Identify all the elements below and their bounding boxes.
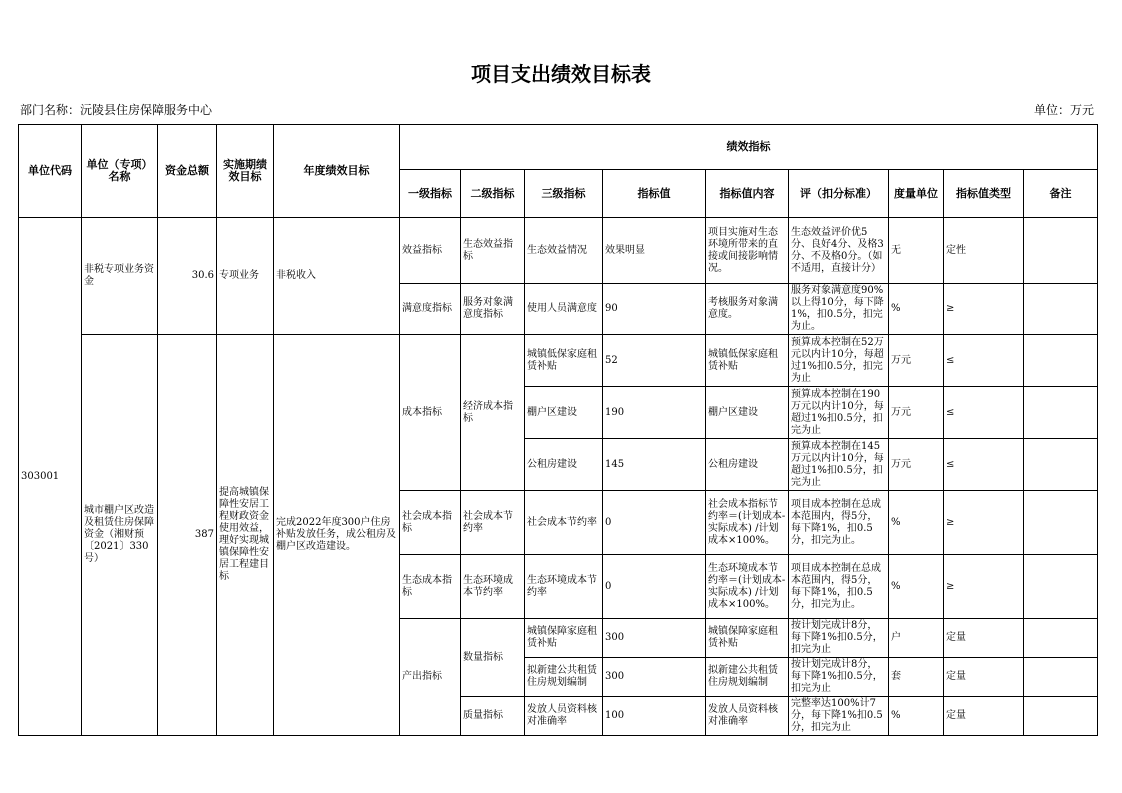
- amount-cell: 387: [158, 335, 217, 736]
- score-cell: 服务对象满意度90%以上得10分，每下降1%，扣0.5分，扣完为止。: [789, 284, 889, 335]
- year-goal-cell: 完成2022年度300户住房补贴发放任务，成公租房及棚户区改造建设。: [274, 335, 400, 736]
- l3-cell: 生态环境成本节约率: [525, 555, 603, 619]
- unit-label: 单位：万元: [1033, 103, 1094, 117]
- remark-cell: [1024, 284, 1098, 335]
- vtype-cell: ≥: [944, 555, 1024, 619]
- l1-cell: 成本指标: [400, 335, 461, 491]
- l3-cell: 城镇保障家庭租赁补贴: [525, 619, 603, 658]
- header-content: 指标值内容: [706, 170, 789, 218]
- header-score: 评（扣分标准）: [789, 170, 889, 218]
- measure-cell: 万元: [889, 335, 944, 387]
- project-name-cell: 非税专项业务资金: [82, 218, 158, 335]
- l3-cell: 拟新建公共租赁住房规划编制: [525, 658, 603, 697]
- l2-cell: 生态环境成本节约率: [461, 555, 525, 619]
- content-cell: 发放人员资料核对准确率: [706, 697, 789, 736]
- header-year-goal: 年度绩效目标: [274, 125, 400, 218]
- measure-cell: %: [889, 284, 944, 335]
- l3-cell: 使用人员满意度: [525, 284, 603, 335]
- l3-cell: 棚户区建设: [525, 387, 603, 439]
- remark-cell: [1024, 697, 1098, 736]
- remark-cell: [1024, 491, 1098, 555]
- project-name-cell: 城市棚户区改造及租赁住房保障资金（湘财预〔2021〕330号）: [82, 335, 158, 736]
- page-title: 项目支出绩效目标表: [471, 62, 651, 86]
- l2-cell: 经济成本指标: [461, 335, 525, 491]
- vtype-cell: ≥: [944, 284, 1024, 335]
- score-cell: 预算成本控制在52万元以内计10分，每超过1%扣0.5分，扣完为止: [789, 335, 889, 387]
- remark-cell: [1024, 218, 1098, 284]
- content-cell: 考核服务对象满意度。: [706, 284, 789, 335]
- table-row: [19, 218, 1098, 284]
- score-cell: 预算成本控制在145万元以内计10分，每超过1%扣0.5分，扣完为止: [789, 439, 889, 491]
- header-remark: 备注: [1024, 170, 1098, 218]
- content-cell: 公租房建设: [706, 439, 789, 491]
- score-cell: 按计划完成计8分，每下降1%扣0.5分，扣完为止: [789, 619, 889, 658]
- header-vtype: 指标值类型: [944, 170, 1024, 218]
- l3-cell: 城镇低保家庭租赁补贴: [525, 335, 603, 387]
- vtype-cell: 定量: [944, 658, 1024, 697]
- content-cell: 生态环境成本节约率＝(计划成本-实际成本) /计划成本×100%。: [706, 555, 789, 619]
- amount-cell: 30.6: [158, 218, 217, 335]
- header-unit-name: 单位（专项）名称: [82, 125, 158, 218]
- value-cell: 190: [603, 387, 706, 439]
- value-cell: 300: [603, 658, 706, 697]
- header-total: 资金总额: [158, 125, 217, 218]
- value-cell: 300: [603, 619, 706, 658]
- l3-cell: 社会成本节约率: [525, 491, 603, 555]
- value-cell: 52: [603, 335, 706, 387]
- l1-cell: 效益指标: [400, 218, 461, 284]
- year-goal-cell: 非税收入: [274, 218, 400, 335]
- content-cell: 社会成本指标节约率＝(计划成本-实际成本) /计划成本×100%。: [706, 491, 789, 555]
- value-cell: 0: [603, 555, 706, 619]
- content-cell: 城镇保障家庭租赁补贴: [706, 619, 789, 658]
- remark-cell: [1024, 387, 1098, 439]
- vtype-cell: ≤: [944, 439, 1024, 491]
- l3-cell: 公租房建设: [525, 439, 603, 491]
- performance-table: [18, 124, 1098, 736]
- remark-cell: [1024, 439, 1098, 491]
- header-impl-goal: 实施期绩效目标: [217, 125, 274, 218]
- l1-cell: 产出指标: [400, 619, 461, 736]
- measure-cell: 户: [889, 619, 944, 658]
- score-cell: 按计划完成计8分，每下降1%扣0.5分，扣完为止: [789, 658, 889, 697]
- l3-cell: 生态效益情况: [525, 218, 603, 284]
- content-cell: 项目实施对生态环境所带来的直接或间接影响情况。: [706, 218, 789, 284]
- header-l3: 三级指标: [525, 170, 603, 218]
- measure-cell: 万元: [889, 439, 944, 491]
- content-cell: 棚户区建设: [706, 387, 789, 439]
- measure-cell: 无: [889, 218, 944, 284]
- content-cell: 拟新建公共租赁住房规划编制: [706, 658, 789, 697]
- header-perf: 绩效指标: [400, 125, 1098, 170]
- header-measure: 度量单位: [889, 170, 944, 218]
- remark-cell: [1024, 335, 1098, 387]
- l1-cell: 社会成本指标: [400, 491, 461, 555]
- remark-cell: [1024, 619, 1098, 658]
- content-cell: 城镇低保家庭租赁补贴: [706, 335, 789, 387]
- measure-cell: 万元: [889, 387, 944, 439]
- l2-cell: 社会成本节约率: [461, 491, 525, 555]
- impl-goal-cell: 专项业务: [217, 218, 274, 335]
- l1-cell: 生态成本指标: [400, 555, 461, 619]
- unit-code-cell: 303001: [19, 218, 82, 736]
- measure-cell: %: [889, 555, 944, 619]
- l2-cell: 生态效益指标: [461, 218, 525, 284]
- score-cell: 完整率达100%计7分，每下降1%扣0.5分，扣完为止: [789, 697, 889, 736]
- value-cell: 145: [603, 439, 706, 491]
- vtype-cell: 定性: [944, 218, 1024, 284]
- measure-cell: %: [889, 697, 944, 736]
- vtype-cell: ≤: [944, 387, 1024, 439]
- department-name: 部门名称：沅陵县住房保障服务中心: [20, 103, 213, 117]
- score-cell: 项目成本控制在总成本范围内，得5分，每下降1%，扣0.5分，扣完为止。: [789, 491, 889, 555]
- header-l2: 二级指标: [461, 170, 525, 218]
- measure-cell: %: [889, 491, 944, 555]
- l2-cell: 质量指标: [461, 697, 525, 736]
- vtype-cell: 定量: [944, 697, 1024, 736]
- vtype-cell: ≥: [944, 491, 1024, 555]
- l2-cell: 服务对象满意度指标: [461, 284, 525, 335]
- table-row: [19, 335, 1098, 387]
- l2-cell: 数量指标: [461, 619, 525, 697]
- value-cell: 90: [603, 284, 706, 335]
- vtype-cell: ≤: [944, 335, 1024, 387]
- value-cell: 100: [603, 697, 706, 736]
- impl-goal-cell: 提高城镇保障性安居工程财政资金使用效益，理好实现城镇保障性安居工程建目标: [217, 335, 274, 736]
- l3-cell: 发放人员资料核对准确率: [525, 697, 603, 736]
- header-l1: 一级指标: [400, 170, 461, 218]
- remark-cell: [1024, 555, 1098, 619]
- value-cell: 0: [603, 491, 706, 555]
- header-unit-code: 单位代码: [19, 125, 82, 218]
- measure-cell: 套: [889, 658, 944, 697]
- score-cell: 生态效益评价优5分、良好4分、及格3分、不及格0分。（如不适用，直接计分）: [789, 218, 889, 284]
- score-cell: 预算成本控制在190万元以内计10分，每超过1%扣0.5分，扣完为止: [789, 387, 889, 439]
- vtype-cell: 定量: [944, 619, 1024, 658]
- score-cell: 项目成本控制在总成本范围内，得5分，每下降1%，扣0.5分，扣完为止。: [789, 555, 889, 619]
- header-value: 指标值: [603, 170, 706, 218]
- value-cell: 效果明显: [603, 218, 706, 284]
- remark-cell: [1024, 658, 1098, 697]
- l1-cell: 满意度指标: [400, 284, 461, 335]
